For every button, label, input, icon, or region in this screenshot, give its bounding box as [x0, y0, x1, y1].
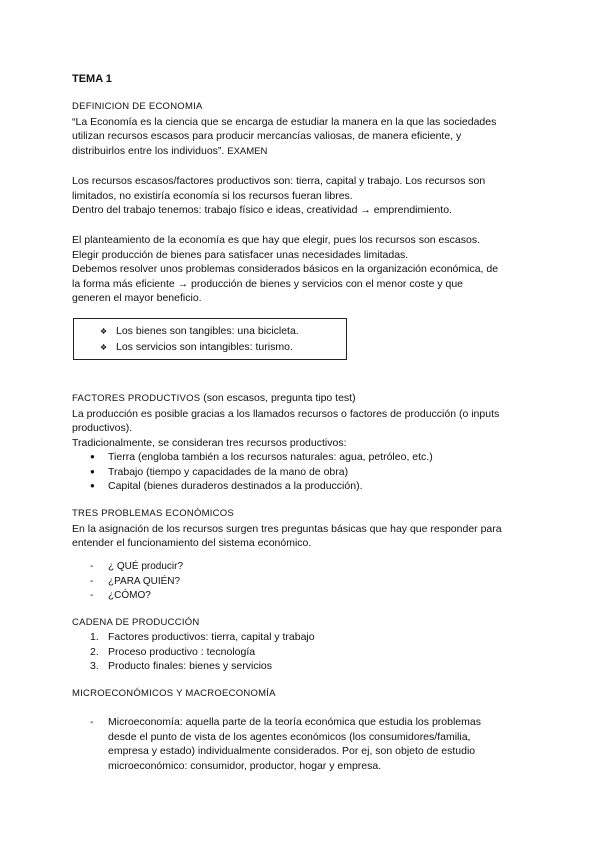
section-micro — [72, 687, 534, 702]
micro-line-4: microeconómico: consumidor, productor, hogar y empresa. — [108, 759, 382, 772]
section-factores — [72, 391, 534, 450]
dash-bullet: - — [90, 716, 94, 728]
problemas-header: TRES PROBLEMAS ECONÓMICOS — [72, 508, 234, 519]
exam-tag: EXAMEN — [227, 145, 268, 157]
factores-header: FACTORES PRODUCTIVOS — [72, 393, 201, 404]
factores-list — [90, 450, 538, 494]
list-item — [90, 560, 538, 575]
factores-header-line — [72, 391, 534, 407]
micro-header: MICROECONÓMICOS Y MACROECONOMÍA — [72, 688, 276, 699]
list-item-text: Producto finales: bienes y servicios — [108, 660, 272, 673]
micro-line-2: desde el punto de vista de los agentes económicos (los consumidores/familia, — [108, 730, 471, 743]
dash-bullet: - — [90, 590, 94, 602]
list-item-text: Capital (bienes duraderos destinados a la producción). — [108, 480, 363, 493]
list-item-text: Proceso productivo : tecnología — [108, 645, 256, 658]
section-cadena — [72, 616, 534, 631]
list-item — [90, 645, 538, 660]
bullet-icon: ● — [90, 481, 95, 491]
list-item — [90, 479, 538, 494]
definicion-line-2: utilizan recursos escasos para producir mercancías valiosas, de manera eficiente, y — [72, 130, 462, 143]
cadena-list — [90, 630, 538, 674]
planteamiento-line-4: la forma más eficiente → producción de bienes y servicios con el menor coste y que — [72, 277, 464, 290]
definicion-line-1: “La Economía es la ciencia que se encarga de estudiar la manera en la que las sociedades — [72, 115, 497, 128]
goods-services-box — [73, 318, 347, 360]
list-item — [90, 589, 538, 604]
section-definicion — [72, 100, 534, 159]
factores-header-note: (son escasos, pregunta tipo test) — [203, 392, 356, 404]
definicion-line-3 — [72, 144, 534, 160]
list-item-text: Trabajo (tiempo y capacidades de la mano de obra) — [108, 465, 349, 478]
problemas-list — [90, 560, 538, 604]
bullet-icon: ● — [90, 452, 95, 461]
factores-line-2: productivos). — [72, 422, 133, 435]
planteamiento-line-2: Elegir producción de bienes para satisfacer unas necesidades limitadas. — [72, 248, 409, 261]
diamond-bullet-icon: ❖ — [100, 342, 108, 352]
list-item-text: Tierra (engloba también a los recursos naturales: agua, petróleo, etc.) — [108, 451, 433, 463]
list-item — [90, 450, 538, 465]
list-item — [90, 630, 538, 645]
list-item-text: ¿CÓMO? — [108, 590, 151, 602]
planteamiento-line-5: generen el mayor beneficio. — [72, 292, 202, 305]
box-item-text: Los bienes son tangibles: una bicicleta. — [116, 325, 299, 337]
cadena-header: CADENA DE PRODUCCIÓN — [72, 617, 200, 628]
micro-list — [90, 715, 538, 773]
item-number: 2. — [90, 645, 99, 658]
dash-bullet: - — [90, 575, 94, 587]
list-item — [90, 465, 538, 480]
planteamiento-line-3: Debemos resolver unos problemas considerados básicos en la organización económica, de — [72, 263, 499, 276]
problemas-line-2: entender el funcionamiento del sistema económico. — [72, 537, 312, 550]
micro-line-1: Microeconomía: aquella parte de la teoría económica que estudia los problemas — [108, 716, 481, 728]
definicion-last-line: distribuirlos entre los individuos”. — [72, 144, 225, 157]
bullet-icon: ● — [90, 466, 95, 476]
box-item-bienes — [100, 324, 346, 340]
section-problemas — [72, 507, 534, 551]
planteamiento-line-1: El planteamiento de la economía es que hay que elegir, pues los recursos son escasos. — [72, 234, 480, 246]
recursos-line-2: limitados, no existiría economía si los recursos fueran libres. — [72, 189, 353, 202]
list-item — [90, 575, 538, 590]
recursos-line-3: Dentro del trabajo tenemos: trabajo físico e ideas, creatividad → emprendimiento. — [72, 204, 452, 217]
section-recursos — [72, 174, 534, 218]
section-planteamiento — [72, 233, 534, 306]
item-number: 3. — [90, 660, 99, 673]
problemas-line-1: En la asignación de los recursos surgen tres preguntas básicas que hay que responder para — [72, 522, 502, 535]
list-item-text: Factores productivos: tierra, capital y trabajo — [108, 631, 315, 643]
list-item — [90, 715, 538, 773]
list-item — [90, 659, 538, 674]
definicion-header: DEFINICION DE ECONOMIA — [72, 101, 203, 112]
box-item-servicios — [100, 340, 346, 356]
factores-line-1: La producción es posible gracias a los llamados recursos o factores de producción (o inputs — [72, 407, 500, 420]
factores-line-3: Tradicionalmente, se consideran tres recursos productivos: — [72, 436, 347, 449]
list-item-text: ¿PARA QUIÉN? — [108, 575, 181, 587]
box-item-text: Los servicios son intangibles: turismo. — [116, 340, 293, 353]
list-item-text: ¿ QUÉ producir? — [108, 561, 184, 572]
page-title: TEMA 1 — [72, 73, 112, 85]
dash-bullet: - — [90, 561, 94, 572]
item-number: 1. — [90, 631, 99, 643]
diamond-bullet-icon: ❖ — [100, 327, 108, 336]
recursos-line-1: Los recursos escasos/factores productivos son: tierra, capital y trabajo. Los recursos son — [72, 175, 486, 187]
micro-line-3: empresa y estado) individualmente considerados. Por ej, son objeto de estudio — [108, 745, 476, 758]
